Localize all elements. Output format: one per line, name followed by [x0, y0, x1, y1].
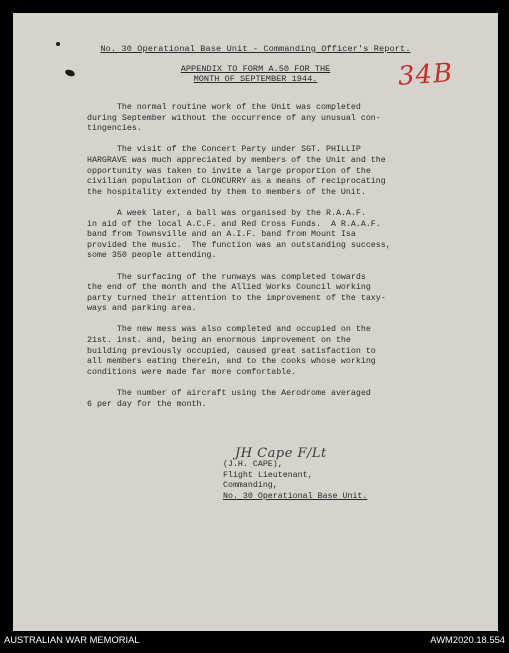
signatory-name: (J.H. CAPE),: [223, 460, 283, 469]
handwritten-folio-number: 34B: [397, 58, 455, 92]
appendix-line: APPENDIX TO FORM A.50 FOR THE: [180, 64, 331, 74]
handwritten-signature: JH Cape F/Lt: [235, 446, 327, 461]
signatory-unit: No. 30 Operational Base Unit.: [223, 491, 368, 501]
paragraph-runways: The surfacing of the runways was completed towards the end of the month and the Allied Works Council working party turned their attention to the improvement of the taxy- ways and parking area.: [87, 272, 386, 314]
paragraph-new-mess: The new mess was also completed and occupied on the 21st. inst. and, being an enormous improvement on the building previously occupied, caused great satisfaction to all members eating therein, and to the cooks whose working conditions were made far more comfortable.: [87, 325, 376, 377]
paragraph-routine-work: The normal routine work of the Unit was completed during September without the occurrence of any unusual con- tingencies.: [87, 103, 381, 134]
signatory-rank: Flight Lieutenant,: [223, 470, 313, 480]
paragraph-ball: A week later, a ball was organised by the R.A.A.F. in aid of the local A.C.F. and Red Cross Funds. A R.A.A.F. band from Townsville and an A.I.F. band from Mount Isa provided the music. The function was an outstanding success, some 350 people attending.: [87, 208, 391, 261]
paragraph-concert-party: The visit of the Concert Party under SGT. PHILLIP HARGRAVE was much appreciated by members of the Unit and the opportunity was taken to invite a large proportion of the civilian population of CLONCURRY as a means of reciprocating the hospitality extended by them to members of the Unit.: [87, 145, 386, 197]
signatory-role: Commanding,: [223, 481, 278, 491]
document-page: [13, 13, 498, 631]
archive-reference: AWM2020.18.554: [430, 634, 505, 645]
appendix-title: [13, 64, 498, 84]
report-body: [87, 103, 437, 421]
signature-block: [223, 460, 367, 502]
appendix-line: MONTH OF SEPTEMBER 1944.: [193, 74, 318, 84]
archive-credit: AUSTRALIAN WAR MEMORIAL: [4, 634, 140, 645]
paragraph-aircraft: The number of aircraft using the Aerodrome averaged 6 per day for the month.: [87, 389, 371, 409]
report-header: No. 30 Operational Base Unit - Commanding Officer's Report.: [100, 44, 411, 54]
